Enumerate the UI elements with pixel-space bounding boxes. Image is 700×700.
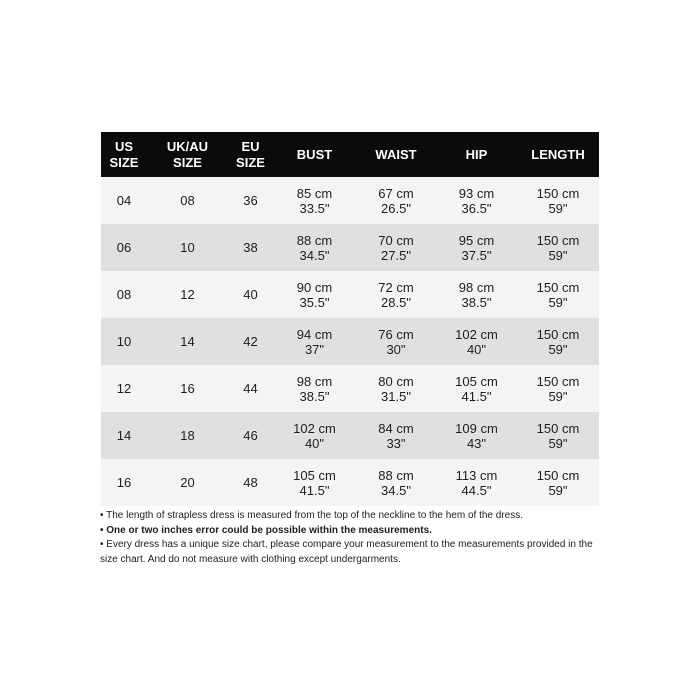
- table-cell: [436, 224, 517, 271]
- cell-value-cm: 150 cm: [536, 279, 580, 295]
- column-header-label: US: [114, 138, 134, 154]
- note-item: [100, 509, 600, 524]
- column-header-label: SIZE: [109, 154, 139, 170]
- table-cell: [273, 177, 356, 224]
- cell-value-cm: 109 cm: [455, 420, 498, 436]
- table-cell: [436, 177, 517, 224]
- note-item: [100, 524, 600, 539]
- column-header: [517, 132, 599, 177]
- cell-value: 46: [243, 428, 258, 443]
- cell-value-cm: 150 cm: [536, 420, 580, 436]
- cell-value-inch: 37": [304, 341, 325, 357]
- note-text: • Every dress has a unique size chart, please compare your measurement to the measurements provided in the size chart. And do not measure with clothing except undergarments.: [100, 539, 593, 565]
- table-cell: [356, 365, 436, 412]
- cell-value-inch: 59": [548, 247, 568, 263]
- cell-value-cm: 72 cm: [378, 279, 414, 295]
- table-row: [101, 224, 599, 271]
- table-cell: [517, 412, 599, 459]
- table-cell: [228, 412, 273, 459]
- table-cell: [147, 412, 228, 459]
- cell-value-inch: 38.5": [461, 294, 492, 310]
- column-header-label: SIZE: [236, 154, 265, 170]
- cell-value-cm: 105 cm: [455, 373, 498, 389]
- cell-value-inch: 40": [466, 341, 487, 357]
- cell-value-inch: 26.5": [381, 200, 411, 216]
- column-header: [273, 132, 356, 177]
- cell-value-inch: 59": [548, 388, 568, 404]
- cell-value: 08: [116, 287, 132, 302]
- cell-value: 06: [116, 240, 132, 255]
- cell-value-cm: 90 cm: [296, 279, 333, 295]
- cell-value: 12: [116, 381, 132, 396]
- cell-value-inch: 43": [466, 435, 487, 451]
- table-cell: [273, 224, 356, 271]
- table-cell: [101, 412, 147, 459]
- cell-value-cm: 80 cm: [378, 373, 414, 389]
- cell-value-inch: 27.5": [381, 247, 411, 263]
- cell-value-inch: 59": [548, 482, 568, 498]
- cell-value: 16: [116, 475, 132, 490]
- cell-value-cm: 76 cm: [378, 326, 414, 342]
- column-header-label: EU: [241, 138, 260, 154]
- table-row: [101, 412, 599, 459]
- column-header: [356, 132, 436, 177]
- table-cell: [273, 365, 356, 412]
- size-table: [101, 132, 599, 506]
- cell-value: 10: [180, 240, 195, 255]
- cell-value-cm: 102 cm: [293, 420, 336, 436]
- table-cell: [356, 412, 436, 459]
- table-cell: [273, 318, 356, 365]
- table-cell: [101, 318, 147, 365]
- column-header-label: BUST: [296, 146, 333, 162]
- cell-value-cm: 150 cm: [536, 232, 580, 248]
- cell-value: 18: [180, 428, 195, 443]
- cell-value-inch: 44.5": [461, 482, 492, 498]
- table-cell: [147, 459, 228, 506]
- cell-value-cm: 84 cm: [378, 420, 414, 436]
- column-header: [436, 132, 517, 177]
- cell-value-cm: 150 cm: [536, 326, 580, 342]
- table-row: [101, 271, 599, 318]
- table-cell: [101, 459, 147, 506]
- cell-value: 08: [180, 193, 195, 208]
- table-cell: [101, 224, 147, 271]
- table-cell: [228, 177, 273, 224]
- table-cell: [228, 318, 273, 365]
- cell-value-inch: 33": [386, 435, 406, 451]
- table-cell: [273, 459, 356, 506]
- table-cell: [147, 318, 228, 365]
- cell-value-cm: 95 cm: [458, 232, 495, 248]
- size-chart: [101, 132, 599, 506]
- note-text: • One or two inches error could be possible within the measurements.: [100, 524, 432, 536]
- cell-value-cm: 70 cm: [378, 232, 414, 248]
- table-cell: [356, 271, 436, 318]
- table-cell: [273, 271, 356, 318]
- table-cell: [356, 459, 436, 506]
- table-cell: [101, 271, 147, 318]
- cell-value-cm: 113 cm: [455, 467, 498, 483]
- cell-value-inch: 59": [548, 435, 568, 451]
- cell-value-inch: 59": [548, 341, 568, 357]
- cell-value: 42: [243, 334, 258, 349]
- table-cell: [517, 459, 599, 506]
- cell-value: 04: [116, 193, 132, 208]
- table-cell: [436, 318, 517, 365]
- table-cell: [101, 177, 147, 224]
- table-cell: [517, 365, 599, 412]
- table-header-row: [101, 132, 599, 177]
- cell-value-cm: 150 cm: [536, 185, 580, 201]
- table-cell: [228, 459, 273, 506]
- table-cell: [356, 224, 436, 271]
- cell-value: 36: [243, 193, 258, 208]
- column-header-label: LENGTH: [531, 146, 585, 162]
- table-cell: [147, 271, 228, 318]
- cell-value-inch: 41.5": [461, 388, 492, 404]
- cell-value: 44: [243, 381, 258, 396]
- cell-value-inch: 30": [386, 341, 406, 357]
- cell-value-inch: 31.5": [381, 388, 411, 404]
- cell-value-inch: 28.5": [381, 294, 411, 310]
- cell-value-cm: 98 cm: [296, 373, 333, 389]
- column-header: [147, 132, 228, 177]
- cell-value-cm: 150 cm: [536, 373, 580, 389]
- cell-value: 14: [180, 334, 195, 349]
- column-header: [101, 132, 147, 177]
- cell-value-inch: 59": [548, 200, 568, 216]
- table-cell: [436, 459, 517, 506]
- cell-value-cm: 94 cm: [296, 326, 333, 342]
- table-cell: [147, 365, 228, 412]
- cell-value-inch: 37.5": [461, 247, 492, 263]
- table-cell: [147, 224, 228, 271]
- note-item: [100, 538, 600, 567]
- cell-value: 48: [243, 475, 258, 490]
- column-header-label: SIZE: [173, 154, 202, 170]
- cell-value-inch: 40": [304, 435, 325, 451]
- cell-value-inch: 38.5": [299, 388, 330, 404]
- table-cell: [517, 224, 599, 271]
- cell-value: 12: [180, 287, 195, 302]
- cell-value-cm: 88 cm: [296, 232, 333, 248]
- cell-value-cm: 150 cm: [536, 467, 580, 483]
- cell-value-inch: 35.5": [299, 294, 330, 310]
- cell-value: 14: [116, 428, 132, 443]
- table-row: [101, 318, 599, 365]
- column-header-label: UK/AU: [166, 138, 209, 154]
- note-text: • The length of strapless dress is measured from the top of the neckline to the hem of the dress.: [100, 510, 523, 521]
- cell-value-inch: 59": [548, 294, 568, 310]
- cell-value-inch: 34.5": [381, 482, 411, 498]
- cell-value-inch: 33.5": [299, 200, 330, 216]
- cell-value: 40: [243, 287, 258, 302]
- cell-value-cm: 98 cm: [458, 279, 495, 295]
- cell-value: 20: [180, 475, 195, 490]
- cell-value-inch: 41.5": [299, 482, 330, 498]
- column-header: [228, 132, 273, 177]
- cell-value-cm: 67 cm: [378, 185, 414, 201]
- table-cell: [517, 318, 599, 365]
- table-cell: [356, 177, 436, 224]
- table-cell: [273, 412, 356, 459]
- column-header-label: HIP: [465, 146, 488, 162]
- table-cell: [228, 224, 273, 271]
- cell-value-inch: 36.5": [461, 200, 492, 216]
- column-header-label: WAIST: [375, 146, 417, 162]
- cell-value: 16: [180, 381, 195, 396]
- table-cell: [436, 271, 517, 318]
- cell-value-cm: 105 cm: [293, 467, 336, 483]
- table-cell: [436, 412, 517, 459]
- cell-value-cm: 88 cm: [378, 467, 414, 483]
- cell-value-inch: 34.5": [299, 247, 330, 263]
- table-cell: [147, 177, 228, 224]
- measurement-notes: [100, 509, 600, 567]
- table-cell: [517, 177, 599, 224]
- cell-value: 38: [243, 240, 258, 255]
- table-cell: [517, 271, 599, 318]
- table-row: [101, 459, 599, 506]
- cell-value-cm: 93 cm: [458, 185, 495, 201]
- table-cell: [101, 365, 147, 412]
- table-cell: [228, 365, 273, 412]
- cell-value: 10: [116, 334, 132, 349]
- table-row: [101, 365, 599, 412]
- cell-value-cm: 85 cm: [296, 185, 333, 201]
- cell-value-cm: 102 cm: [455, 326, 498, 342]
- table-row: [101, 177, 599, 224]
- table-cell: [356, 318, 436, 365]
- table-cell: [228, 271, 273, 318]
- table-cell: [436, 365, 517, 412]
- table-body: [101, 177, 599, 506]
